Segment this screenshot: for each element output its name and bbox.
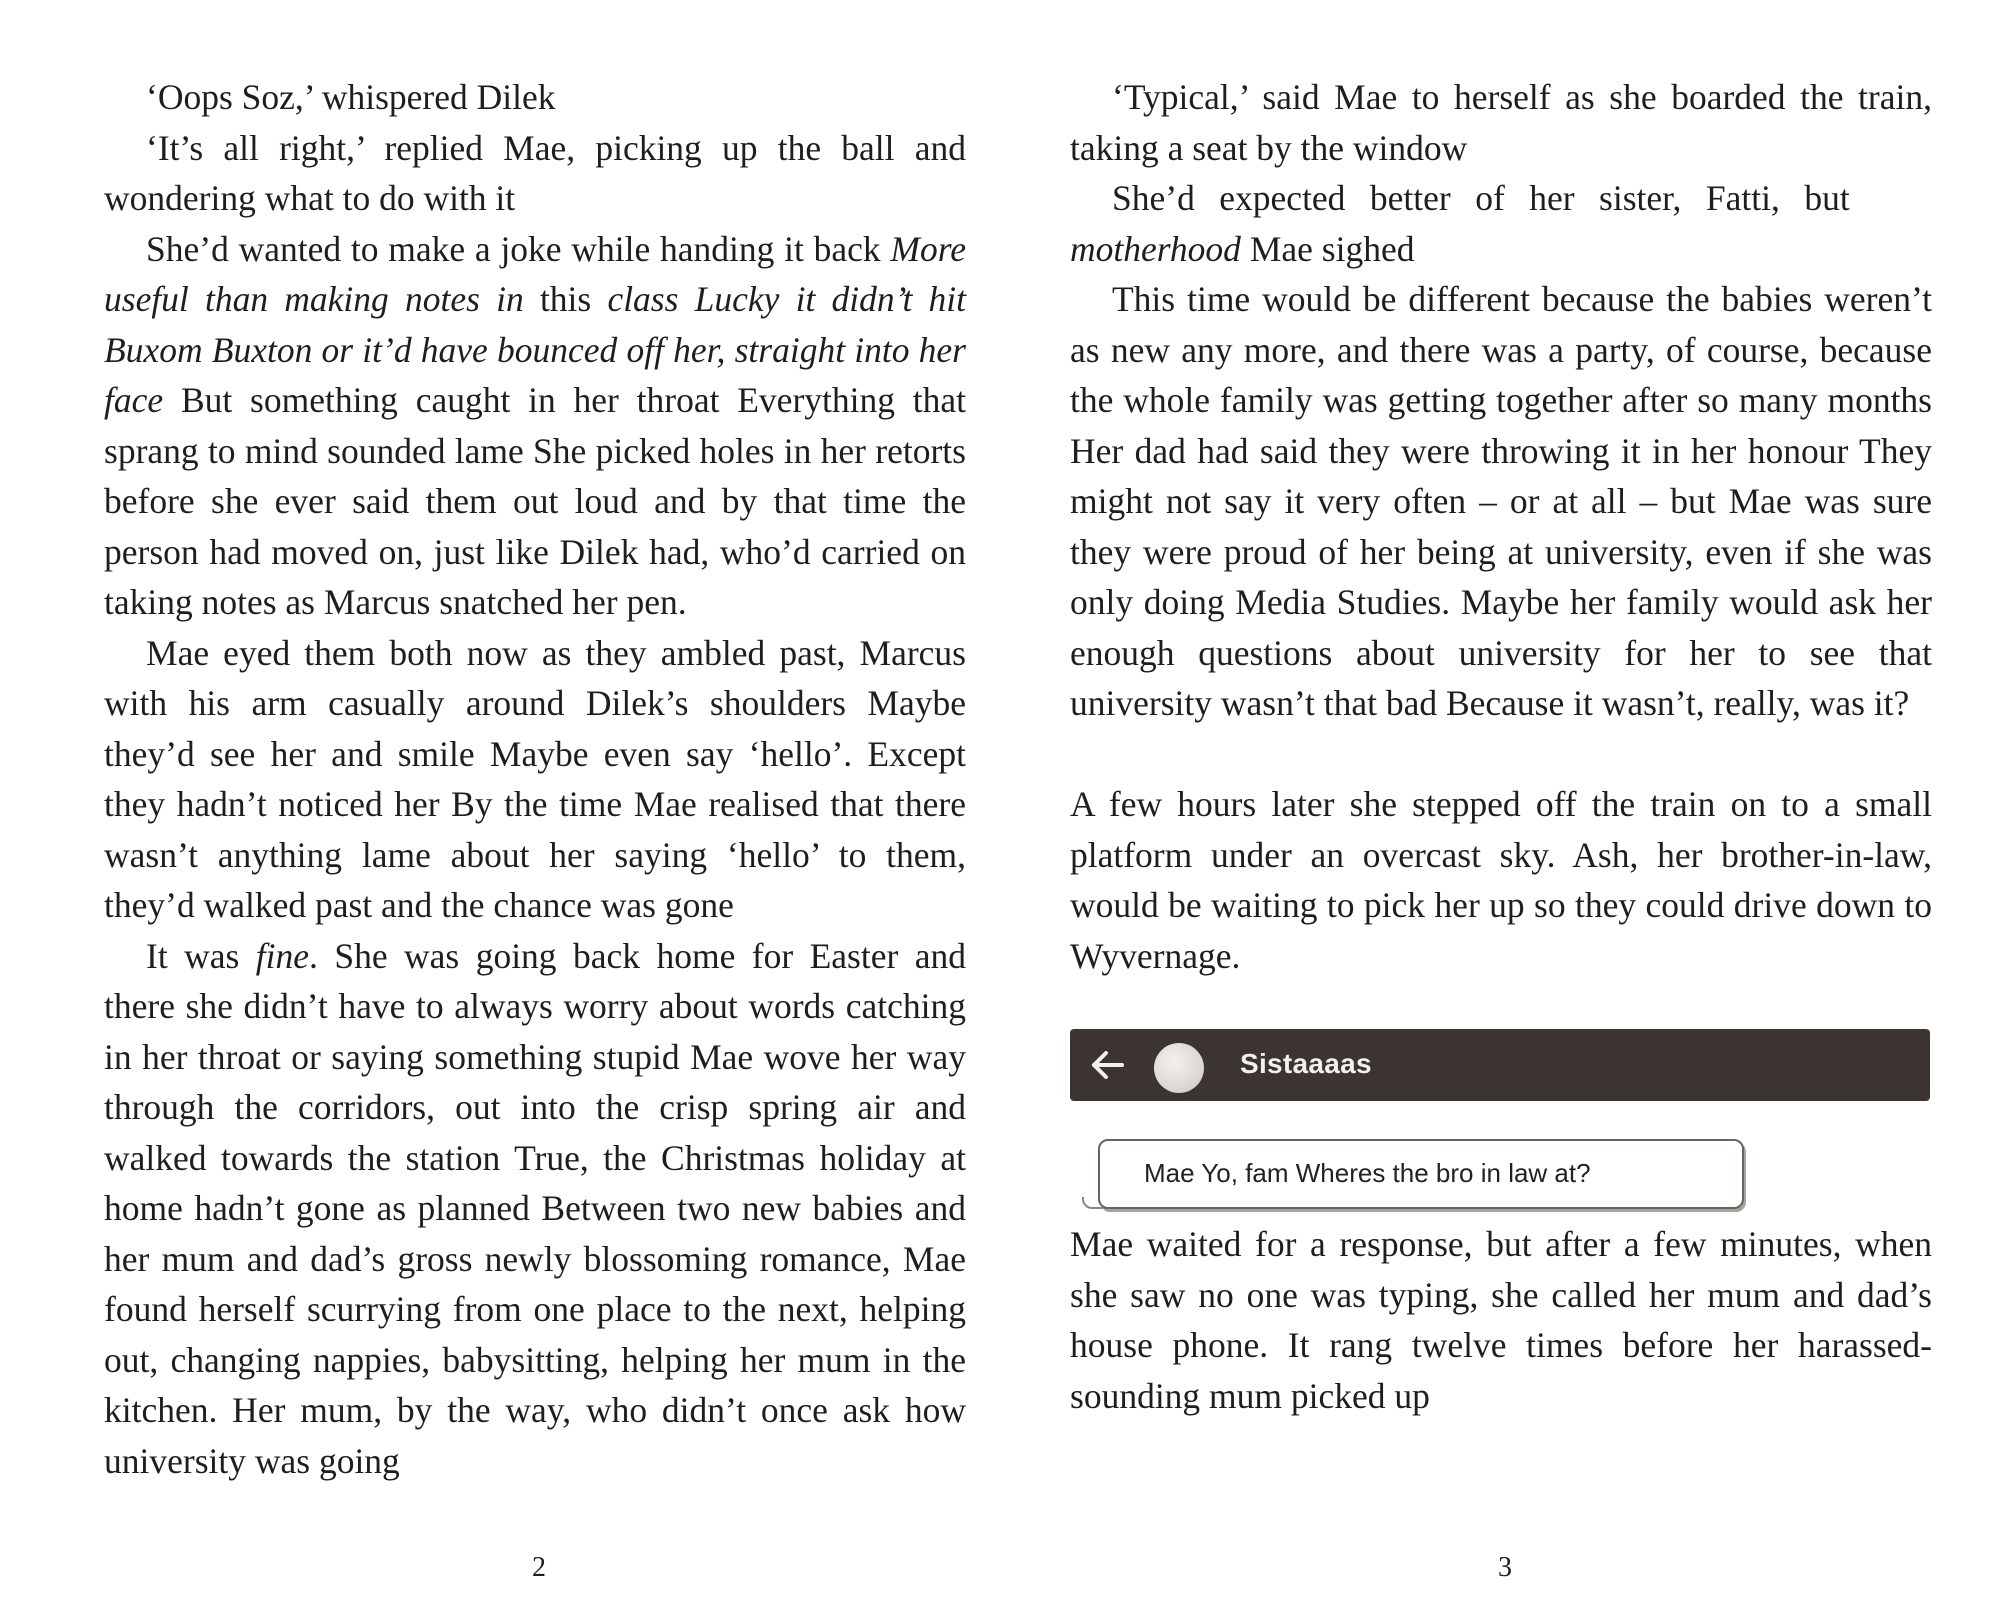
page-number: 3 [1498, 1552, 1512, 1583]
page-number: 2 [532, 1552, 546, 1583]
paragraph [104, 931, 966, 1487]
right-text-column [1070, 72, 1932, 1421]
chat-title: Sistaaaas [1240, 1048, 1372, 1079]
paragraph: Mae eyed them both now as they ambled past, Marcus with his arm casually around Dilek’s shoulders Maybe they’d see her and smile Maybe even say ‘hello’. Except they hadn’t noticed her By the time Mae realised that there wasn’t anything lame about her saying ‘hello’ to them, they’d walked past and the chance was gone [104, 632, 966, 925]
left-text-column [104, 72, 966, 1486]
text-run: Mae wove her way through the corridors, out into the crisp spring air and walked towards the station True, the Christmas holiday at home hadn’t gone as planned Between two new babies and her mum and dad’s gross newly blossoming romance, Mae found herself scurrying from one place to the next, helping out, changing nappies, babysitting, helping her mum in the kitchen. Her mum, by the way, who didn’t once ask how university was going [104, 1036, 966, 1481]
italic-text: class Lucky it didn’t hit Buxom Buxton or it’d have bounced off her, straight into her face [104, 279, 967, 420]
paragraph [1070, 173, 1932, 274]
text-run: . She was going back home for Easter and there she didn’t have to always worry about words catching in her throat or saying something stupid [104, 935, 966, 1077]
italic-text: fine [255, 935, 310, 976]
text-run: She’d wanted to make a joke while handing it back [146, 228, 881, 269]
text-run: It was [146, 935, 240, 976]
paragraph: Mae waited for a response, but after a few minutes, when she saw no one was typing, she called her mum and dad’s house phone. It rang twelve times before her harassed-sounding mum picked up [1070, 1224, 1932, 1416]
paragraph: ‘Typical,’ said Mae to herself as she boarded the train, taking a seat by the window [1070, 77, 1932, 168]
right-page [1000, 0, 2000, 1609]
section-break [1070, 729, 1932, 780]
chat-header-bar [1070, 1029, 1930, 1101]
italic-text: More useful than making notes in [104, 228, 966, 319]
chat-screenshot [1070, 1029, 1932, 1219]
paragraph: This time would be different because the babies weren’t as new any more, and there was a party, of course, because the whole family was getting together after so many months Her dad had said they were throwing it in her honour They might not say it very often – or at all – but Mae was sure they were proud of her being at university, even if she was only doing Media Studies. Maybe her family would ask her enough questions about university for her to see that university wasn’t that bad Because it wasn’t, really, was it? [1070, 279, 1932, 723]
text-run: Mae sighed [1249, 228, 1415, 269]
paragraph [104, 224, 966, 628]
paragraph: ‘It’s all right,’ replied Mae, picking up the ball and wondering what to do with it [104, 127, 966, 218]
italic-text: motherhood [1070, 228, 1241, 269]
message-text: Mae Yo, fam Wheres the bro in law at? [1144, 1158, 1591, 1188]
text-run: She’d expected better of her sister, Fatti, but [1112, 178, 1850, 218]
text-run: But something caught in her throat Everything that sprang to mind sounded lame She picked holes in her retorts before she ever said them out loud and by that time the person had moved on, just like Dilek had, who’d carried on taking notes as Marcus snatched her pen. [104, 380, 967, 622]
message-bubble [1098, 1139, 1744, 1209]
paragraph: A few hours later she stepped off the train on to a small platform under an overcast sky. Ash, her brother-in-law, would be waiting to pick her up so they could drive down to Wyvernage. [1070, 784, 1932, 976]
arrow-left-icon[interactable] [1086, 1043, 1130, 1087]
text-run: this [539, 279, 592, 319]
paragraph: ‘Oops Soz,’ whispered Dilek [146, 77, 556, 117]
avatar[interactable] [1154, 1043, 1204, 1093]
